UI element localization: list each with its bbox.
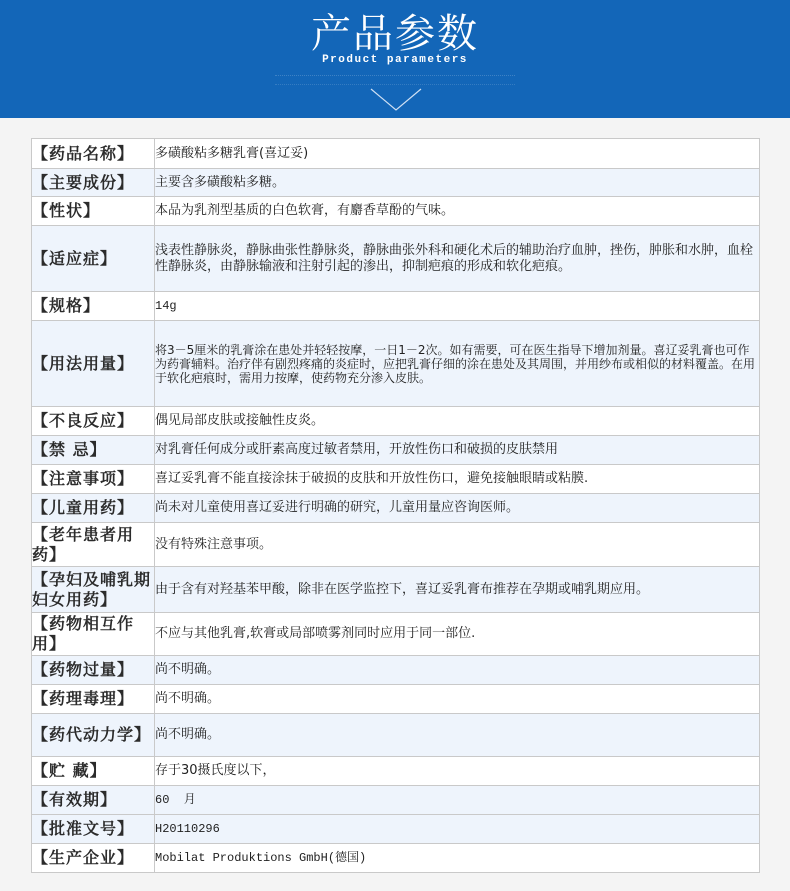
- param-label: 【性状】: [32, 197, 155, 226]
- chevron-down-icon: [369, 88, 423, 112]
- param-label: 【老年患者用药】: [32, 523, 155, 567]
- decorative-dots: [275, 75, 515, 85]
- param-row-storage: [32, 757, 760, 786]
- param-value: 14g: [155, 292, 760, 321]
- param-value: 尚不明确。: [155, 656, 760, 685]
- param-row-approval-number: [32, 815, 760, 844]
- param-row-pharmacology: [32, 685, 760, 714]
- param-row-interactions: [32, 613, 760, 656]
- param-label: 【药物过量】: [32, 656, 155, 685]
- param-value: 对乳膏任何成分或肝素高度过敏者禁用，开放性伤口和破损的皮肤禁用: [155, 436, 760, 465]
- param-value: 存于30摄氏度以下，: [155, 757, 760, 786]
- param-value: 尚不明确。: [155, 685, 760, 714]
- param-value: H20110296: [155, 815, 760, 844]
- param-row-contraindications: [32, 436, 760, 465]
- param-row-dosage: [32, 321, 760, 407]
- param-row-pregnancy-use: [32, 567, 760, 613]
- param-value: 多磺酸粘多糖乳膏(喜辽妥): [155, 139, 760, 169]
- product-params-table: [31, 138, 760, 873]
- param-row-specification: [32, 292, 760, 321]
- param-label: 【批准文号】: [32, 815, 155, 844]
- page-subtitle: Product parameters: [322, 54, 468, 66]
- param-row-ingredients: [32, 169, 760, 197]
- param-row-adverse-reactions: [32, 407, 760, 436]
- param-label: 【孕妇及哺乳期妇女用药】: [32, 567, 155, 613]
- param-value: 由于含有对羟基苯甲酸，除非在医学监控下，喜辽妥乳膏布推荐在孕期或哺乳期应用。: [155, 567, 760, 613]
- param-label: 【注意事项】: [32, 465, 155, 494]
- param-label: 【药理毒理】: [32, 685, 155, 714]
- param-label: 【有效期】: [32, 786, 155, 815]
- param-label: 【药品名称】: [32, 139, 155, 169]
- param-value: 不应与其他乳膏,软膏或局部喷雾剂同时应用于同一部位.: [155, 613, 760, 656]
- param-label: 【禁 忌】: [32, 436, 155, 465]
- param-label: 【不良反应】: [32, 407, 155, 436]
- param-row-overdose: [32, 656, 760, 685]
- param-row-drug-name: [32, 139, 760, 169]
- param-row-manufacturer: [32, 844, 760, 873]
- param-row-pharmacokinetics: [32, 714, 760, 757]
- param-label: 【药代动力学】: [32, 714, 155, 757]
- param-row-precautions: [32, 465, 760, 494]
- header-banner: [0, 0, 790, 118]
- param-value: 本品为乳剂型基质的白色软膏，有麝香草酚的气味。: [155, 197, 760, 226]
- param-value: 偶见局部皮肤或接触性皮炎。: [155, 407, 760, 436]
- param-row-shelf-life: [32, 786, 760, 815]
- param-row-geriatric-use: [32, 523, 760, 567]
- param-label: 【生产企业】: [32, 844, 155, 873]
- param-row-pediatric-use: [32, 494, 760, 523]
- param-row-appearance: [32, 197, 760, 226]
- param-value: 尚未对儿童使用喜辽妥进行明确的研究，儿童用量应咨询医师。: [155, 494, 760, 523]
- param-value: 没有特殊注意事项。: [155, 523, 760, 567]
- param-label: 【贮 藏】: [32, 757, 155, 786]
- param-label: 【用法用量】: [32, 321, 155, 407]
- param-value: 主要含多磺酸粘多糖。: [155, 169, 760, 197]
- param-value: 喜辽妥乳膏不能直接涂抹于破损的皮肤和开放性伤口，避免接触眼睛或粘膜.: [155, 465, 760, 494]
- param-value: 浅表性静脉炎，静脉曲张性静脉炎，静脉曲张外科和硬化术后的辅助治疗血肿，挫伤，肿胀和水肿，血栓性静脉炎，由静脉输液和注射引起的渗出，抑制疤痕的形成和软化疤痕。: [155, 226, 760, 292]
- param-row-indications: [32, 226, 760, 292]
- param-value: Mobilat Produktions GmbH(德国): [155, 844, 760, 873]
- param-label: 【药物相互作用】: [32, 613, 155, 656]
- param-value: 60 月: [155, 786, 760, 815]
- param-label: 【主要成份】: [32, 169, 155, 197]
- page-title: 产品参数: [311, 11, 479, 57]
- param-label: 【适应症】: [32, 226, 155, 292]
- param-label: 【规格】: [32, 292, 155, 321]
- param-value: 尚不明确。: [155, 714, 760, 757]
- param-value: 将3－5厘米的乳膏涂在患处并轻轻按摩，一日1－2次。如有需要，可在医生指导下增加剂量。喜辽妥乳膏也可作为药膏辅料。治疗伴有剧烈疼痛的炎症时，应把乳膏仔细的涂在患处及其周围，并用纱布或相似的材料覆盖。在用于软化疤痕时，需用力按摩，使药物充分渗入皮肤。: [155, 321, 760, 407]
- param-label: 【儿童用药】: [32, 494, 155, 523]
